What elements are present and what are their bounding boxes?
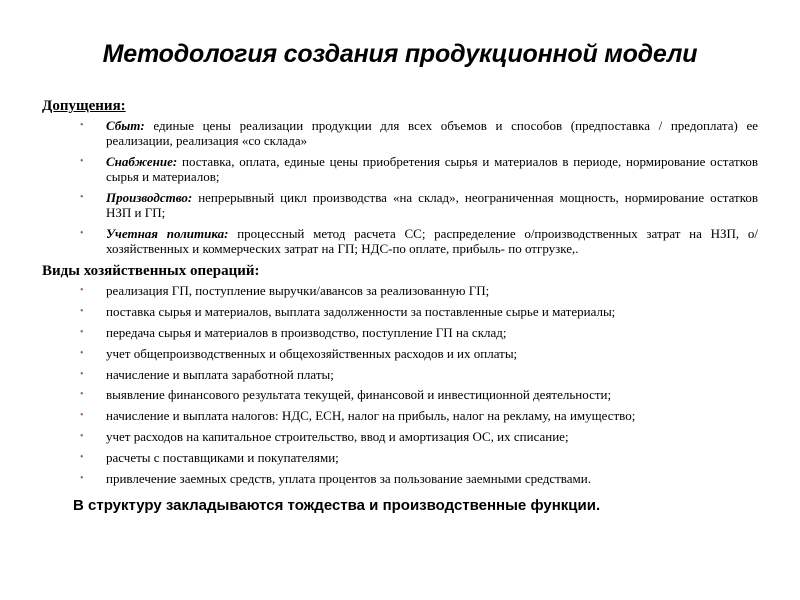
item-text: поставка сырья и материалов, выплата задолженности за поставленные сырье и материалы; xyxy=(106,303,616,319)
item-term: Учетная политика: xyxy=(106,226,229,241)
item-text: учет расходов на капитальное строительство, ввод и амортизация ОС, их списание; xyxy=(106,429,569,445)
item-text: реализация ГП, поступление выручки/авансов за реализованную ГП; xyxy=(106,283,490,298)
list-item xyxy=(42,471,758,486)
operations-list xyxy=(42,283,758,486)
list-item xyxy=(42,450,758,465)
item-text: расчеты с поставщиками и покупателями; xyxy=(106,450,339,466)
item-text: поставка, оплата, единые цены приобретения сырья и материалов в периоде, нормирование остатков сырья и материалов; xyxy=(106,154,758,184)
list-item xyxy=(42,408,758,423)
operations-heading: Виды хозяйственных операций: xyxy=(42,263,260,279)
list-item xyxy=(42,304,758,319)
item-text: единые цены реализации продукции для всех объемов и способов (предпоставка / предоплата) ее реализации, реализация «со склада» xyxy=(106,118,758,148)
slide-content xyxy=(42,97,758,492)
bullet-dot-icon: • xyxy=(80,368,84,380)
bullet-dot-icon: • xyxy=(80,305,84,317)
bullet-dot-icon: • xyxy=(80,347,84,359)
page-title: Методология создания продукционной модели xyxy=(102,40,698,68)
item-text: передача сырья и материалов в производство, поступление ГП на склад; xyxy=(106,324,507,340)
list-item xyxy=(42,154,758,184)
list-item xyxy=(42,325,758,340)
list-item xyxy=(42,118,758,148)
item-text: процессный метод расчета СС; распределение о/производственных затрат на НЗП, о/хозяйственных и коммерческих затрат на ГП; НДС-по оплате, прибыль- по отгрузке,. xyxy=(106,226,758,256)
conclusion-text: В структуру закладываются тождества и производственные функции. xyxy=(73,497,601,514)
bullet-dot-icon: • xyxy=(80,192,84,203)
item-text: непрерывный цикл производства «на склад», неограниченная мощность, нормирование остатков НЗП и ГП; xyxy=(106,190,758,220)
assumptions-heading: Допущения: xyxy=(42,98,126,114)
item-text: начисление и выплата заработной платы; xyxy=(106,366,334,382)
bullet-dot-icon: • xyxy=(80,452,84,464)
list-item xyxy=(42,226,758,256)
bullet-dot-icon: • xyxy=(80,389,84,401)
bullet-dot-icon: • xyxy=(80,120,84,131)
item-text: начисление и выплата налогов: НДС, ЕСН, налог на прибыль, налог на рекламу, на имущество; xyxy=(106,408,636,424)
item-text: учет общепроизводственных и общехозяйственных расходов и их оплаты; xyxy=(106,345,518,361)
bullet-dot-icon: • xyxy=(80,156,84,167)
list-item xyxy=(42,387,758,402)
bullet-dot-icon: • xyxy=(80,326,84,338)
item-term: Сбыт: xyxy=(106,118,145,133)
bullet-dot-icon: • xyxy=(80,228,84,239)
bullet-dot-icon: • xyxy=(80,473,84,485)
list-item xyxy=(42,429,758,444)
assumptions-list xyxy=(42,118,758,256)
item-text: выявление финансового результата текущей, финансовой и инвестиционной деятельности; xyxy=(106,387,612,403)
list-item xyxy=(42,190,758,220)
bullet-dot-icon: • xyxy=(80,285,84,296)
item-term: Производство: xyxy=(106,190,193,205)
list-item xyxy=(42,346,758,361)
item-term: Снабжение: xyxy=(106,154,178,169)
item-text: привлечение заемных средств, уплата процентов за пользование заемными средствами. xyxy=(106,471,591,487)
bullet-dot-icon: • xyxy=(80,431,84,443)
list-item xyxy=(42,367,758,382)
bullet-dot-icon: • xyxy=(80,410,84,422)
list-item xyxy=(42,283,758,298)
